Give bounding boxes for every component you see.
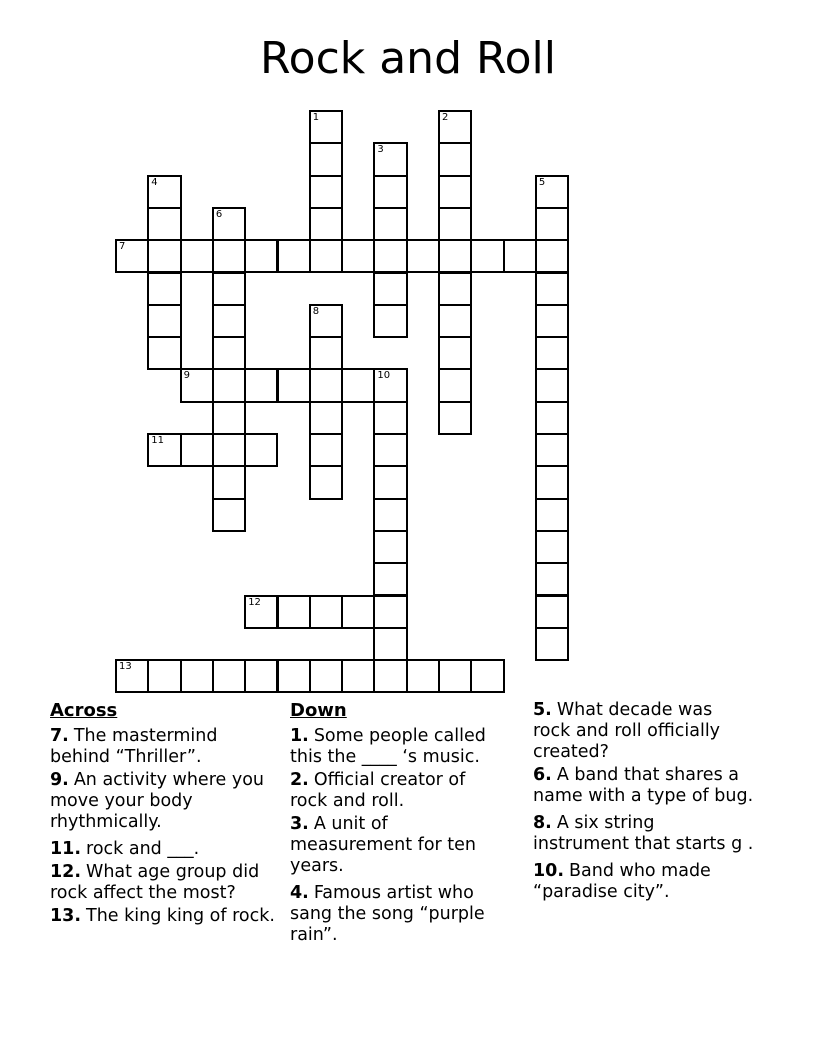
grid-cell-number: 6 [215, 208, 223, 220]
clue-number-label: 7. [50, 726, 69, 746]
grid-cell[interactable] [309, 142, 343, 176]
clue-6-down [533, 765, 755, 807]
grid-cell[interactable] [438, 175, 472, 209]
grid-cell[interactable] [212, 401, 246, 435]
grid-cell[interactable] [244, 368, 278, 402]
clue-text: What decade was rock and roll officially created? [533, 700, 721, 762]
grid-cell[interactable] [535, 336, 569, 370]
grid-cell[interactable] [373, 562, 407, 596]
grid-cell[interactable] [244, 239, 278, 273]
down-heading: Down [290, 700, 347, 721]
grid-cell-number: 7 [119, 241, 126, 253]
grid-cell[interactable] [373, 207, 407, 241]
grid-cell[interactable] [277, 659, 311, 693]
clue-4-down [290, 883, 508, 946]
clue-text: The mastermind behind “Thriller”. [50, 726, 218, 767]
grid-cell[interactable] [406, 239, 440, 273]
grid-cell[interactable] [535, 239, 569, 273]
grid-cell[interactable] [147, 304, 181, 338]
grid-cell[interactable] [373, 498, 407, 532]
grid-cell[interactable] [115, 239, 149, 273]
grid-cell-number: 9 [183, 370, 190, 382]
clue-text: Some people called this the ____ ‘s music. [290, 726, 486, 767]
grid-cell[interactable] [373, 627, 407, 661]
down-clues-column-2 [533, 700, 755, 905]
clue-text: A six string instrument that starts g . [533, 813, 754, 854]
grid-cell[interactable] [147, 175, 181, 209]
clue-text: A band that shares a name with a type of bug. [533, 765, 754, 806]
grid-cell[interactable] [373, 659, 407, 693]
clue-number-label: 6. [533, 765, 552, 785]
grid-cell[interactable] [212, 433, 246, 467]
grid-cell[interactable] [470, 239, 504, 273]
grid-cell-number: 4 [151, 176, 158, 188]
clue-number-label: 8. [533, 813, 552, 833]
grid-cell[interactable] [309, 401, 343, 435]
grid-cell-number: 13 [119, 661, 132, 673]
grid-cell[interactable] [373, 433, 407, 467]
grid-cell[interactable] [212, 498, 246, 532]
grid-cell-number: 3 [377, 144, 384, 156]
grid-cell[interactable] [180, 433, 214, 467]
clue-5-down [533, 700, 755, 763]
grid-cell[interactable] [438, 239, 472, 273]
clue-number-label: 4. [290, 883, 309, 903]
grid-cell[interactable] [277, 368, 311, 402]
clue-7-across [50, 726, 278, 768]
grid-cell[interactable] [309, 239, 343, 273]
grid-cell[interactable] [535, 175, 569, 209]
grid-cell[interactable] [309, 659, 343, 693]
grid-cell[interactable] [244, 433, 278, 467]
grid-cell-number: 5 [538, 176, 546, 188]
grid-cell[interactable] [309, 175, 343, 209]
clue-11-across [50, 839, 278, 860]
clue-text: A unit of measurement for ten years. [290, 814, 476, 876]
clue-text: Official creator of rock and roll. [290, 770, 466, 811]
grid-cell[interactable] [438, 142, 472, 176]
grid-cell[interactable] [503, 239, 537, 273]
clue-text: What age group did rock affect the most? [50, 862, 260, 903]
grid-cell[interactable] [535, 627, 569, 661]
grid-cell[interactable] [535, 368, 569, 402]
grid-cell[interactable] [406, 659, 440, 693]
across-clues-column [50, 700, 278, 929]
clue-text: rock and ___. [86, 839, 200, 859]
clue-12-across [50, 862, 278, 904]
grid-cell[interactable] [212, 304, 246, 338]
grid-cell-number: 1 [312, 112, 320, 123]
grid-cell[interactable] [309, 110, 343, 144]
clue-number-label: 3. [290, 814, 309, 834]
grid-cell[interactable] [535, 595, 569, 629]
grid-cell[interactable] [341, 659, 375, 693]
grid-cell[interactable] [115, 659, 149, 693]
grid-cell[interactable] [535, 272, 569, 306]
grid-cell[interactable] [147, 659, 181, 693]
grid-cell[interactable] [212, 239, 246, 273]
clue-1-down [290, 726, 508, 768]
grid-cell[interactable] [212, 272, 246, 306]
grid-cell[interactable] [470, 659, 504, 693]
grid-cell[interactable] [438, 401, 472, 435]
clue-text: An activity where you move your body rhythmically. [50, 770, 264, 832]
grid-cell[interactable] [147, 239, 181, 273]
grid-cell-number: 11 [151, 435, 165, 446]
grid-cell[interactable] [341, 595, 375, 629]
grid-cell[interactable] [535, 498, 569, 532]
clue-number-label: 13. [50, 906, 82, 926]
grid-cell[interactable] [535, 465, 569, 499]
grid-cell[interactable] [180, 659, 214, 693]
grid-cell[interactable] [535, 401, 569, 435]
grid-cell[interactable] [341, 239, 375, 273]
clue-number-label: 1. [290, 726, 309, 746]
clue-text: Band who made “paradise city”. [533, 861, 711, 902]
grid-cell-number: 12 [248, 596, 261, 608]
grid-cell[interactable] [438, 272, 472, 306]
grid-cell[interactable] [438, 207, 472, 241]
grid-cell[interactable] [535, 207, 569, 241]
grid-cell[interactable] [535, 433, 569, 467]
page-title: Rock and Roll [260, 33, 556, 84]
grid-cell[interactable] [147, 433, 181, 467]
grid-cell[interactable] [438, 368, 472, 402]
clue-number-label: 11. [50, 839, 82, 859]
clue-10-down [533, 861, 755, 903]
grid-cell[interactable] [373, 401, 407, 435]
grid-cell[interactable] [373, 175, 407, 209]
grid-cell[interactable] [277, 595, 311, 629]
grid-cell[interactable] [535, 530, 569, 564]
clue-text: Famous artist who sang the song “purple rain”. [290, 883, 485, 945]
grid-cell[interactable] [535, 304, 569, 338]
grid-cell[interactable] [212, 368, 246, 402]
grid-cell-number: 10 [377, 370, 391, 382]
grid-cell[interactable] [277, 239, 311, 273]
clue-2-down [290, 770, 508, 812]
grid-cell[interactable] [373, 465, 407, 499]
grid-cell[interactable] [535, 562, 569, 596]
clue-9-across [50, 770, 278, 833]
grid-cell[interactable] [244, 595, 278, 629]
clue-number-label: 12. [50, 862, 82, 882]
grid-cell[interactable] [373, 530, 407, 564]
grid-cell[interactable] [438, 110, 472, 144]
across-heading: Across [50, 700, 118, 721]
grid-cell[interactable] [438, 304, 472, 338]
grid-cell[interactable] [147, 207, 181, 241]
clue-3-down [290, 814, 508, 877]
grid-cell[interactable] [309, 433, 343, 467]
down-clues-column-1 [290, 700, 508, 948]
clue-text: The king king of rock. [86, 906, 275, 926]
clue-number-label: 5. [533, 700, 552, 720]
grid-cell[interactable] [309, 595, 343, 629]
grid-cell[interactable] [212, 659, 246, 693]
grid-cell[interactable] [373, 272, 407, 306]
grid-cell[interactable] [180, 368, 214, 402]
grid-cell[interactable] [180, 239, 214, 273]
grid-cell-number: 2 [442, 112, 449, 123]
grid-cell[interactable] [309, 304, 343, 338]
grid-cell[interactable] [212, 336, 246, 370]
grid-cell[interactable] [309, 207, 343, 241]
clue-8-down [533, 813, 755, 855]
clue-number-label: 2. [290, 770, 309, 790]
grid-cell[interactable] [373, 595, 407, 629]
clue-number-label: 10. [533, 861, 565, 881]
grid-cell[interactable] [212, 465, 246, 499]
grid-cell[interactable] [309, 368, 343, 402]
grid-cell[interactable] [438, 659, 472, 693]
grid-cell[interactable] [309, 465, 343, 499]
clue-number-label: 9. [50, 770, 69, 790]
clue-13-across [50, 906, 278, 927]
grid-cell[interactable] [147, 272, 181, 306]
grid-cell[interactable] [373, 368, 407, 402]
grid-cell[interactable] [373, 304, 407, 338]
grid-cell[interactable] [438, 336, 472, 370]
grid-cell[interactable] [373, 239, 407, 273]
grid-cell[interactable] [309, 336, 343, 370]
grid-cell[interactable] [244, 659, 278, 693]
grid-cell[interactable] [147, 336, 181, 370]
grid-cell[interactable] [212, 207, 246, 241]
grid-cell[interactable] [373, 142, 407, 176]
grid-cell[interactable] [341, 368, 375, 402]
grid-cell-number: 8 [312, 305, 320, 317]
